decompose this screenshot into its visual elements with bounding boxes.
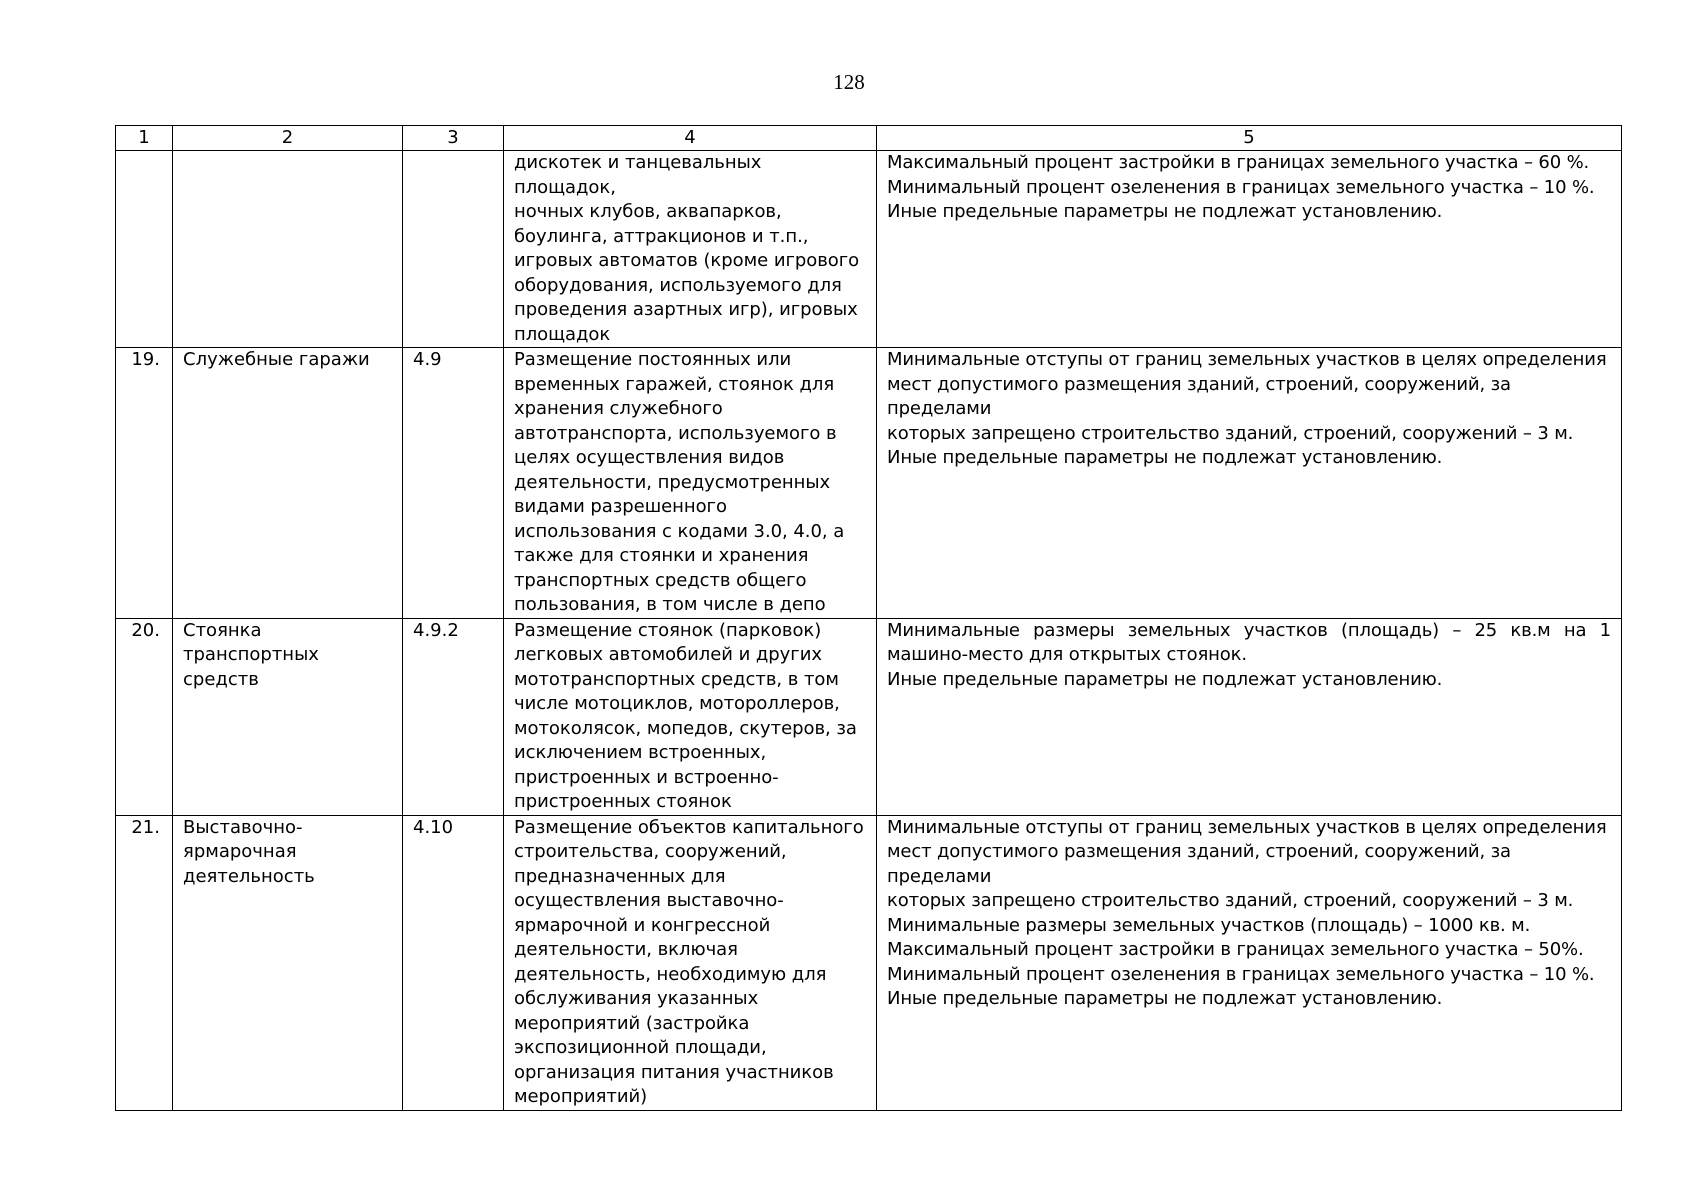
use-name <box>173 151 403 348</box>
row-number <box>116 151 173 348</box>
use-description: Размещение стоянок (парковок) легковых автомобилей и других мототранспортных средств, в том числе мотоциклов, мотороллеров, мотоколясок, мопедов, скутеров, за исключением встроенных, пристроенных и встроенно- пристроенных стоянок <box>504 618 877 815</box>
use-parameters: Минимальные отступы от границ земельных участков в целях определения мест допустимого размещения зданий, строений, сооружений, за пределами которых запрещено строительство зданий, строений, сооружений – 3 м. Минимальные размеры земельных участков (площадь) – 1000 кв. м. Максимальный процент застройки в границах земельного участка – 50%. Минимальный процент озеленения в границах земельного участка – 10 %. Иные предельные параметры не подлежат установлению. <box>877 815 1622 1110</box>
use-parameters: Минимальные отступы от границ земельных участков в целях определения мест допустимого размещения зданий, строений, сооружений, за пределами которых запрещено строительство зданий, строений, сооружений – 3 м. Иные предельные параметры не подлежат установлению. <box>877 348 1622 619</box>
header-cell-3: 3 <box>403 126 504 151</box>
table-row <box>116 151 1622 348</box>
page-number: 128 <box>833 70 865 94</box>
parameters-text: Минимальные размеры земельных участков (площадь) – 25 кв.м на 1 машино-место для открытых стоянок. Иные предельные параметры не подлежат установлению. <box>887 619 1611 690</box>
zoning-table <box>115 125 1622 1111</box>
header-cell-2: 2 <box>173 126 403 151</box>
table-row <box>116 618 1622 815</box>
header-cell-5: 5 <box>877 126 1622 151</box>
use-name: Стоянка транспортных средств <box>173 618 403 815</box>
row-number: 19. <box>116 348 173 619</box>
header-cell-1: 1 <box>116 126 173 151</box>
use-name: Служебные гаражи <box>173 348 403 619</box>
header-cell-4: 4 <box>504 126 877 151</box>
table-row <box>116 348 1622 619</box>
use-parameters: Максимальный процент застройки в границах земельного участка – 60 %. Минимальный процент озеленения в границах земельного участка – 10 %. Иные предельные параметры не подлежат установлению. <box>877 151 1622 348</box>
use-parameters <box>877 618 1622 815</box>
row-number: 21. <box>116 815 173 1110</box>
use-description: Размещение постоянных или временных гаражей, стоянок для хранения служебного автотранспорта, используемого в целях осуществления видов деятельности, предусмотренных видами разрешенного использования с кодами 3.0, 4.0, а также для стоянки и хранения транспортных средств общего пользования, в том числе в депо <box>504 348 877 619</box>
table-row <box>116 815 1622 1110</box>
use-description: дискотек и танцевальных площадок, ночных клубов, аквапарков, боулинга, аттракционов и т.п., игровых автоматов (кроме игрового оборудования, используемого для проведения азартных игр), игровых площадок <box>504 151 877 348</box>
row-number: 20. <box>116 618 173 815</box>
use-code: 4.9 <box>403 348 504 619</box>
use-code: 4.9.2 <box>403 618 504 815</box>
use-code: 4.10 <box>403 815 504 1110</box>
use-description: Размещение объектов капитального строительства, сооружений, предназначенных для осуществления выставочно- ярмарочной и конгрессной деятельности, включая деятельность, необходимую для обслуживания указанных мероприятий (застройка экспозиционной площади, организация питания участников мероприятий) <box>504 815 877 1110</box>
table-header-row <box>116 126 1622 151</box>
use-name: Выставочно- ярмарочная деятельность <box>173 815 403 1110</box>
use-code <box>403 151 504 348</box>
